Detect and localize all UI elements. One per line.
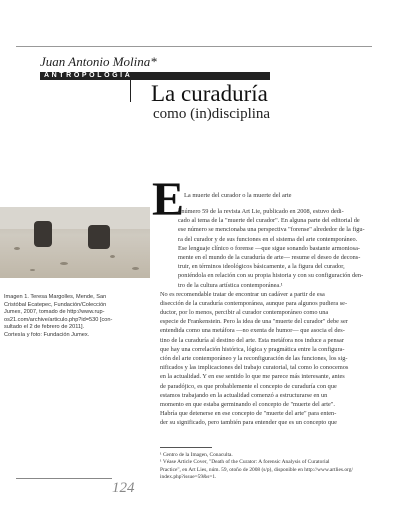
body-line: disección de la curaduría contemporánea, aunque para algunos pudiera se- (160, 299, 348, 307)
body-line: der su significado, pero también para entender que es un concepto que (160, 419, 337, 427)
footnotes (160, 452, 390, 482)
body-line: ción del arte contemporáneo y la reconfiguración de las funciones, los sig- (160, 355, 348, 362)
article-subtitle: como (in)disciplina (153, 106, 271, 122)
body-line: entendida como una metáfora —no exenta de humor— que asocia el des- (160, 327, 345, 335)
caption-line: os21.com/archive/articulo.php?id=530 [con- (4, 316, 113, 323)
photo-figure-left (34, 221, 52, 247)
figure-photo (0, 207, 150, 278)
body-line: tino de la curaduría al destino del arte. Esta metáfora nos induce a pensar (160, 336, 344, 344)
body-line: Habría que detenerse en ese concepto de "muerte del arte" para enten- (160, 410, 337, 418)
body-line: ra del curador y de sus funciones en el sistema del arte contemporáneo. (178, 235, 358, 243)
caption-line: Imagen 1. Teresa Margolles, Mende, San (4, 294, 107, 300)
title-divider (130, 80, 131, 102)
body-line: poniéndola en relación con su propia historia y con su configuración den- (178, 272, 364, 280)
body-line: tro de la cultura artística contemporánea.¹ (178, 281, 283, 289)
author-name: Juan Antonio Molina* (40, 54, 157, 69)
body-line: ductor, por lo menos, percibir al curador contemporáneo como una (160, 309, 329, 317)
footnote-line: Practice", en Art Lies, núm. 59, otoño de 2008 (s/p), disponible en http://www.artlies.org/ (160, 466, 353, 473)
figure-caption (4, 294, 140, 340)
body-line: ese número se mencionaba una perspectiva "forense" alrededor de la figu- (178, 226, 365, 234)
body-line: Ese lenguaje clínico o forense —que sigue sonando bastante armoniosa- (178, 244, 361, 252)
photo-figure-right (88, 225, 110, 249)
caption-line: Cristóbal Ecatepec, Fundación/Colección (4, 301, 107, 308)
body-line: en la actualidad. Y en ese sentido lo que me parece más interesante, antes (160, 373, 345, 381)
body-line: momento en que estaba germinando el concepto de "muerte del arte". (160, 400, 335, 408)
page-number: 124 (112, 480, 135, 496)
footnote-line: index.php?issue=59&s=1. (160, 474, 217, 481)
body-line: No es recomendable tratar de encontrar un cadáver a partir de esa (160, 290, 325, 298)
photo-debris (30, 269, 35, 271)
photo-wall (0, 207, 150, 229)
photo-debris (60, 262, 68, 265)
photo-debris (110, 255, 115, 258)
body-line: l número 59 de la revista Art Lie, publicado en 2008, estuvo dedi- (178, 208, 344, 215)
footnote-rule (160, 447, 212, 448)
caption-line: sultado el 2 de febrero de 2011]. (4, 324, 85, 331)
body-line: estamos trabajando en la actualidad comenzó a estructurarse en un (160, 391, 328, 399)
caption-line: Jumex, 2007, tomado de http://www.rup- (4, 309, 105, 316)
photo-debris (132, 267, 139, 270)
body-line: especie de Frankenstein. Pero la idea de una "muerte del curador" debe ser (160, 318, 348, 326)
body-line: nificados y las implicaciones del trabajo curatorial, tal como lo conocemos (160, 364, 349, 372)
drop-cap: E (152, 173, 185, 226)
article-title: La curaduría (151, 81, 268, 106)
section-heading: La muerte del curador o la muerte del arte (184, 192, 292, 199)
section-label: ANTROPOLOGÍA (44, 72, 133, 79)
footnote-line: ¹ Véase Article Cover, "Death of the Curator: A forensic Analysis of Curatorial (160, 459, 330, 466)
caption-line: Cortesía y foto: Fundación Jumex. (4, 331, 90, 338)
bottom-rule (16, 478, 112, 479)
body-line: truir, en términos ideológicos básicamente, a la figura del curador, (178, 263, 345, 271)
body-line: mente en el mundo de la curaduría de arte— resume el deseo de decons- (178, 253, 361, 261)
body-line: que hay una correlación histórica, lógica y pragmática entre la configura- (160, 345, 345, 353)
body-line: cado al tema de la "muerte del curador". En alguna parte del editorial de (178, 217, 360, 225)
footnote-line: ¹ Centro de la Imagen, Conaculta. (160, 452, 233, 458)
body-line: de paradójico, es que probablemente el concepto de curaduría con que (160, 382, 337, 390)
article-body (160, 207, 392, 428)
photo-debris (14, 247, 20, 250)
top-rule (16, 46, 372, 47)
